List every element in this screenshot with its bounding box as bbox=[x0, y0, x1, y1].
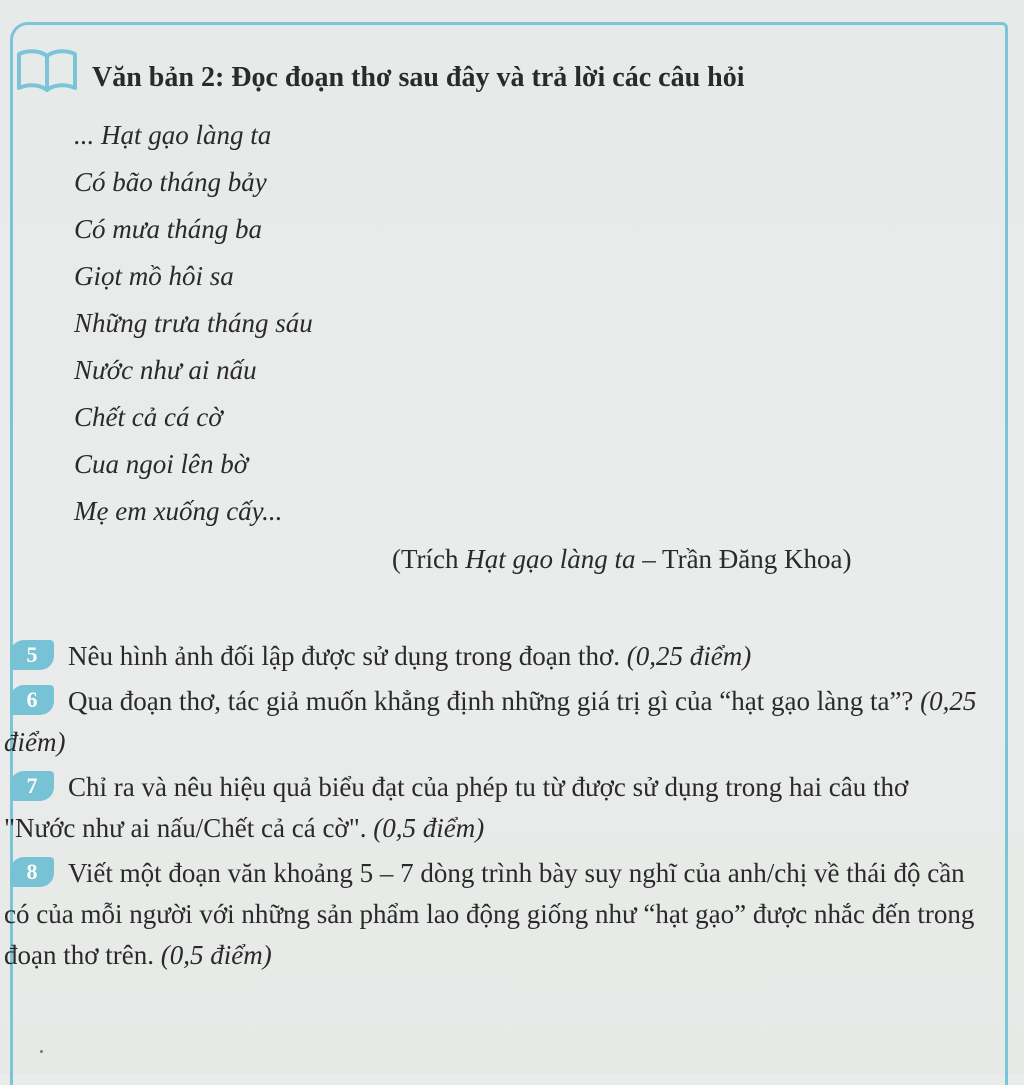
poem-line: Cua ngoi lên bờ bbox=[74, 449, 249, 479]
question-8 bbox=[4, 853, 984, 976]
poem-excerpt bbox=[74, 112, 313, 535]
poem-line: Những trưa tháng sáu bbox=[74, 308, 313, 338]
question-number-badge: 5 bbox=[10, 640, 54, 670]
question-score: (0,5 điểm) bbox=[160, 940, 272, 970]
citation-suffix: – Trần Đăng Khoa) bbox=[635, 544, 852, 574]
question-number-badge: 6 bbox=[10, 685, 54, 715]
question-5 bbox=[4, 636, 984, 677]
section-heading: Văn bản 2: Đọc đoạn thơ sau đây và trả lời các câu hỏi bbox=[92, 62, 745, 93]
question-text: Chỉ ra và nêu hiệu quả biểu đạt của phép tu từ được sử dụng trong hai câu thơ "Nước như ai nấu/Chết cả cá cờ". bbox=[4, 772, 909, 843]
poem-line: Mẹ em xuống cấy... bbox=[74, 496, 283, 526]
question-score: (0,25 điểm) bbox=[626, 641, 752, 671]
poem-line: Chết cả cá cờ bbox=[74, 402, 223, 432]
poem-line: Giọt mồ hôi sa bbox=[74, 261, 234, 291]
poem-line: Có bão tháng bảy bbox=[74, 167, 267, 197]
open-book-icon bbox=[15, 48, 79, 94]
question-list bbox=[4, 636, 984, 980]
question-7 bbox=[4, 767, 984, 849]
question-score: (0,25 điểm) bbox=[4, 686, 977, 757]
question-number-badge: 8 bbox=[10, 857, 54, 887]
poem-line: Nước như ai nấu bbox=[74, 355, 257, 385]
question-text: Viết một đoạn văn khoảng 5 – 7 dòng trình bày suy nghĩ của anh/chị về thái độ cần có của mỗi người với những sản phẩm lao động giống như “hạt gạo” được nhắc đến trong đoạn thơ trên. bbox=[4, 858, 975, 970]
page-speck bbox=[40, 1050, 43, 1053]
poem-citation bbox=[392, 544, 852, 575]
poem-line: ... Hạt gạo làng ta bbox=[74, 120, 272, 150]
poem-line: Có mưa tháng ba bbox=[74, 214, 262, 244]
question-text: Qua đoạn thơ, tác giả muốn khẳng định những giá trị gì của “hạt gạo làng ta”? bbox=[68, 686, 921, 716]
citation-title: Hạt gạo làng ta bbox=[465, 544, 636, 574]
question-6 bbox=[4, 681, 984, 763]
citation-prefix: (Trích bbox=[392, 544, 466, 574]
question-score: (0,5 điểm) bbox=[373, 813, 485, 843]
question-text: Nêu hình ảnh đối lập được sử dụng trong đoạn thơ. bbox=[68, 641, 627, 671]
question-number-badge: 7 bbox=[10, 771, 54, 801]
